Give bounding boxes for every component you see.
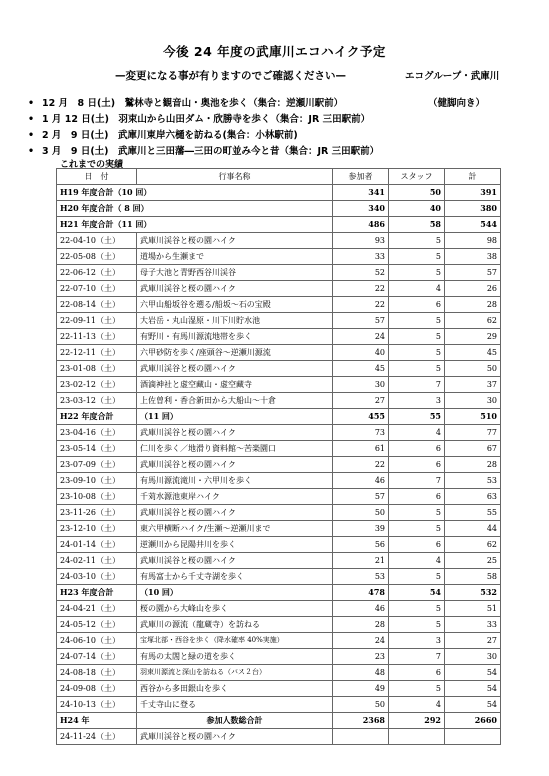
table-row (57, 457, 501, 473)
cell-event-name: 武庫川渓谷と桜の園ハイク (137, 457, 333, 473)
cell-total: 380 (445, 201, 501, 217)
table-row (57, 713, 501, 729)
cell-date: 22-12-11（土） (57, 345, 137, 361)
table-row (57, 393, 501, 409)
cell-event-name: 有馬の太閤と緑の道を歩く (137, 649, 333, 665)
cell-event-name: 参加人数総合計 (137, 713, 333, 729)
schedule-item-text: 3 月 9 日(土) 武庫川と三田藩―三田の町並み今と昔（集合：JR 三田駅前） (42, 146, 380, 157)
header-total: 計 (445, 169, 501, 185)
cell-participants: 340 (333, 201, 389, 217)
cell-staff: 5 (389, 313, 445, 329)
cell-staff: 7 (389, 473, 445, 489)
table-row (57, 633, 501, 649)
cell-staff: 4 (389, 281, 445, 297)
cell-date: 22-06-12（土） (57, 265, 137, 281)
cell-total: 29 (445, 329, 501, 345)
table-row (57, 409, 501, 425)
cell-total: 544 (445, 217, 501, 233)
cell-date: 23-11-26（土） (57, 505, 137, 521)
cell-total: 26 (445, 281, 501, 297)
cell-staff: 5 (389, 505, 445, 521)
cell-event-name: 西谷から多田銀山を歩く (137, 681, 333, 697)
cell-participants: 28 (333, 617, 389, 633)
table-row (57, 601, 501, 617)
cell-staff: 5 (389, 345, 445, 361)
cell-staff: 4 (389, 553, 445, 569)
cell-staff: 6 (389, 537, 445, 553)
cell-staff: 5 (389, 329, 445, 345)
header-event-name: 行事名称 (137, 169, 333, 185)
table-row (57, 233, 501, 249)
table-row (57, 665, 501, 681)
cell-total: 58 (445, 569, 501, 585)
upcoming-schedule (28, 96, 528, 160)
page-title: 今後 24 年度の武庫川エコハイク予定 (163, 44, 386, 59)
cell-date: H22 年度合計 (57, 409, 137, 425)
cell-staff: 40 (389, 201, 445, 217)
cell-participants: 39 (333, 521, 389, 537)
table-row (57, 617, 501, 633)
header-date: 日 付 (57, 169, 137, 185)
cell-total: 30 (445, 393, 501, 409)
cell-event-name: 羽束川源流と深山を訪ねる（バス２台） (137, 665, 333, 681)
cell-participants: 46 (333, 601, 389, 617)
cell-date: 22-08-14（土） (57, 297, 137, 313)
cell-staff: 58 (389, 217, 445, 233)
cell-total: 62 (445, 313, 501, 329)
cell-staff: 4 (389, 697, 445, 713)
cell-date: 22-05-08（土） (57, 249, 137, 265)
table-row (57, 537, 501, 553)
cell-participants: 46 (333, 473, 389, 489)
table-row (57, 201, 501, 217)
cell-date: 23-10-08（土） (57, 489, 137, 505)
table-row (57, 217, 501, 233)
cell-participants: 24 (333, 329, 389, 345)
cell-event-name: 有野川・有馬川源流地帯を歩く (137, 329, 333, 345)
cell-event-name: 桜の園から大峰山を歩く (137, 601, 333, 617)
cell-date: 23-09-10（土） (57, 473, 137, 489)
cell-staff: 7 (389, 377, 445, 393)
cell-participants: 22 (333, 457, 389, 473)
organization-name: エコグループ・武庫川 (405, 71, 500, 82)
cell-event-name: 仁川を歩く／地滑り資料館～苦楽園口 (137, 441, 333, 457)
cell-date: 23-01-08（土） (57, 361, 137, 377)
cell-participants: 341 (333, 185, 389, 201)
cell-participants: 48 (333, 665, 389, 681)
cell-participants: 57 (333, 313, 389, 329)
cell-staff: 5 (389, 233, 445, 249)
cell-staff: 6 (389, 297, 445, 313)
cell-event-name: 武庫川渓谷と桜の園ハイク (137, 233, 333, 249)
cell-staff: 6 (389, 489, 445, 505)
cell-total: 25 (445, 553, 501, 569)
cell-staff: 3 (389, 393, 445, 409)
cell-participants: 52 (333, 265, 389, 281)
cell-staff: 5 (389, 617, 445, 633)
cell-date: 24-10-13（土） (57, 697, 137, 713)
schedule-item-text: 12 月 8 日(土) 鷲林寺と観音山・奥池を歩く（集合：逆瀬川駅前） (42, 98, 344, 109)
cell-date: 24-11-24（土） (57, 729, 137, 745)
cell-date: 24-08-18（土） (57, 665, 137, 681)
schedule-item (28, 112, 528, 128)
table-row (57, 441, 501, 457)
cell-date: 23-02-12（土） (57, 377, 137, 393)
cell-total: 510 (445, 409, 501, 425)
cell-date: 23-03-12（土） (57, 393, 137, 409)
cell-participants: 57 (333, 489, 389, 505)
cell-date: 24-01-14（土） (57, 537, 137, 553)
cell-participants: 478 (333, 585, 389, 601)
cell-total: 54 (445, 681, 501, 697)
cell-date: 24-05-12（土） (57, 617, 137, 633)
cell-date: 23-05-14（土） (57, 441, 137, 457)
cell-event-name: 武庫川の源流（龍蔵寺）を訪ねる (137, 617, 333, 633)
cell-date: 23-12-10（土） (57, 521, 137, 537)
cell-event-name: 武庫川渓谷と桜の園ハイク (137, 729, 333, 745)
table-row (57, 649, 501, 665)
cell-total: 51 (445, 601, 501, 617)
table-row (57, 249, 501, 265)
cell-total: 28 (445, 297, 501, 313)
cell-total: 50 (445, 361, 501, 377)
cell-total: 27 (445, 633, 501, 649)
cell-event-name: 上佐曽利・香合新田から大船山～十倉 (137, 393, 333, 409)
table-row (57, 505, 501, 521)
table-row (57, 521, 501, 537)
cell-event-name: 大岩岳・丸山湿原・川下川貯水池 (137, 313, 333, 329)
header-staff: スタッフ (389, 169, 445, 185)
table-row (57, 345, 501, 361)
cell-participants: 45 (333, 361, 389, 377)
schedule-item (28, 96, 528, 112)
cell-participants: 22 (333, 297, 389, 313)
cell-participants: 24 (333, 633, 389, 649)
cell-participants: 23 (333, 649, 389, 665)
cell-event-name: 母子大池と青野西谷川渓谷 (137, 265, 333, 281)
cell-event-name: 逆瀬川から昆陽井川を歩く (137, 537, 333, 553)
cell-total: 2660 (445, 713, 501, 729)
cell-participants: 53 (333, 569, 389, 585)
cell-event-name: 武庫川渓谷と桜の園ハイク (137, 553, 333, 569)
cell-staff (389, 729, 445, 745)
table-row (57, 297, 501, 313)
cell-total: 532 (445, 585, 501, 601)
cell-date: H23 年度合計 (57, 585, 137, 601)
cell-participants: 33 (333, 249, 389, 265)
cell-staff: 4 (389, 425, 445, 441)
cell-event-name: （10 回） (137, 585, 333, 601)
cell-date: 22-11-13（土） (57, 329, 137, 345)
cell-total: 53 (445, 473, 501, 489)
cell-date: 24-04-21（土） (57, 601, 137, 617)
cell-participants: 50 (333, 697, 389, 713)
schedule-item-note: （健脚向き） (428, 98, 486, 109)
cell-date: 24-02-11（土） (57, 553, 137, 569)
cell-total: 44 (445, 521, 501, 537)
cell-total: 37 (445, 377, 501, 393)
cell-event-name: 千苅水源池東岸ハイク (137, 489, 333, 505)
cell-event-name: 武庫川渓谷と桜の園ハイク (137, 281, 333, 297)
cell-event-name: 東六甲横断ハイク/生瀬～逆瀬川まで (137, 521, 333, 537)
cell-total: 57 (445, 265, 501, 281)
cell-date: 22-07-10（土） (57, 281, 137, 297)
cell-summary-label: H19 年度合計（10 回） (57, 185, 333, 201)
cell-total: 54 (445, 665, 501, 681)
cell-participants: 73 (333, 425, 389, 441)
cell-event-name: 道場から生瀬まで (137, 249, 333, 265)
cell-staff: 5 (389, 521, 445, 537)
table-row (57, 697, 501, 713)
cell-staff: 5 (389, 361, 445, 377)
cell-total: 33 (445, 617, 501, 633)
cell-participants: 40 (333, 345, 389, 361)
cell-participants (333, 729, 389, 745)
schedule-item (28, 128, 528, 144)
subtitle: —変更になる事が有りますのでご確認ください— (115, 70, 346, 82)
cell-event-name: 六甲砂防を歩く/座頭谷～逆瀬川源流 (137, 345, 333, 361)
cell-total: 38 (445, 249, 501, 265)
cell-date: 22-09-11（土） (57, 313, 137, 329)
cell-participants: 49 (333, 681, 389, 697)
cell-total: 62 (445, 537, 501, 553)
cell-event-name: 有馬富士から千丈寺湖を歩く (137, 569, 333, 585)
cell-total: 55 (445, 505, 501, 521)
cell-total: 63 (445, 489, 501, 505)
table-header-row (57, 169, 501, 185)
table-row (57, 265, 501, 281)
table-row (57, 313, 501, 329)
cell-date: 24-06-10（土） (57, 633, 137, 649)
cell-staff: 3 (389, 633, 445, 649)
cell-staff: 6 (389, 457, 445, 473)
table-row (57, 185, 501, 201)
cell-event-name: 武庫川渓谷と桜の園ハイク (137, 425, 333, 441)
cell-participants: 455 (333, 409, 389, 425)
cell-event-name: （11 回） (137, 409, 333, 425)
schedule-item-text: 1 月 12 日(土) 羽束山から山田ダム・欣勝寺を歩く（集合：JR 三田駅前） (42, 114, 371, 125)
cell-participants: 50 (333, 505, 389, 521)
table-row (57, 361, 501, 377)
cell-staff: 292 (389, 713, 445, 729)
past-records-label: これまでの実績 (60, 160, 124, 170)
cell-staff: 5 (389, 249, 445, 265)
table-row (57, 553, 501, 569)
cell-date: 22-04-10（土） (57, 233, 137, 249)
cell-event-name: 武庫川渓谷と桜の園ハイク (137, 505, 333, 521)
cell-staff: 55 (389, 409, 445, 425)
cell-staff: 50 (389, 185, 445, 201)
cell-date: 24-03-10（土） (57, 569, 137, 585)
header-participants: 参加者 (333, 169, 389, 185)
table-row (57, 281, 501, 297)
cell-participants: 30 (333, 377, 389, 393)
cell-participants: 22 (333, 281, 389, 297)
cell-staff: 5 (389, 681, 445, 697)
table-row (57, 729, 501, 745)
cell-participants: 93 (333, 233, 389, 249)
table-row (57, 681, 501, 697)
cell-participants: 21 (333, 553, 389, 569)
records-table (56, 168, 501, 745)
table-row (57, 489, 501, 505)
cell-participants: 486 (333, 217, 389, 233)
cell-total: 45 (445, 345, 501, 361)
cell-staff: 6 (389, 441, 445, 457)
cell-participants: 61 (333, 441, 389, 457)
cell-summary-label: H20 年度合計（ 8 回） (57, 201, 333, 217)
cell-date: 24-09-08（土） (57, 681, 137, 697)
cell-event-name: 酒滴神社と虚空藏山・虚空藏寺 (137, 377, 333, 393)
cell-staff: 5 (389, 569, 445, 585)
cell-staff: 7 (389, 649, 445, 665)
cell-total: 30 (445, 649, 501, 665)
cell-total: 77 (445, 425, 501, 441)
cell-date: 23-07-09（土） (57, 457, 137, 473)
cell-staff: 5 (389, 601, 445, 617)
cell-date: 24-07-14（土） (57, 649, 137, 665)
cell-event-name: 六甲山船坂谷を遡る/船坂～石の宝殿 (137, 297, 333, 313)
cell-event-name: 千丈寺山に登る (137, 697, 333, 713)
cell-participants: 56 (333, 537, 389, 553)
cell-staff: 5 (389, 265, 445, 281)
cell-summary-label: H21 年度合計（11 回） (57, 217, 333, 233)
table-row (57, 585, 501, 601)
cell-date: 23-04-16（土） (57, 425, 137, 441)
table-row (57, 329, 501, 345)
cell-total: 98 (445, 233, 501, 249)
cell-event-name: 有馬川源流滝川・六甲川を歩く (137, 473, 333, 489)
cell-total: 54 (445, 697, 501, 713)
cell-date: H24 年 (57, 713, 137, 729)
cell-participants: 27 (333, 393, 389, 409)
cell-participants: 2368 (333, 713, 389, 729)
schedule-item-text: 2 月 9 日(土) 武庫川東岸六樋を訪ねる(集合：小林駅前) (42, 130, 298, 141)
cell-total (445, 729, 501, 745)
cell-event-name: 宝塚北部・西谷を歩く（降水確率 40%実施） (137, 633, 333, 649)
cell-total: 28 (445, 457, 501, 473)
cell-staff: 54 (389, 585, 445, 601)
table-row (57, 377, 501, 393)
cell-staff: 6 (389, 665, 445, 681)
cell-total: 391 (445, 185, 501, 201)
table-row (57, 569, 501, 585)
cell-event-name: 武庫川渓谷と桜の園ハイク (137, 361, 333, 377)
table-row (57, 425, 501, 441)
table-body (57, 185, 501, 745)
cell-total: 67 (445, 441, 501, 457)
table-row (57, 473, 501, 489)
